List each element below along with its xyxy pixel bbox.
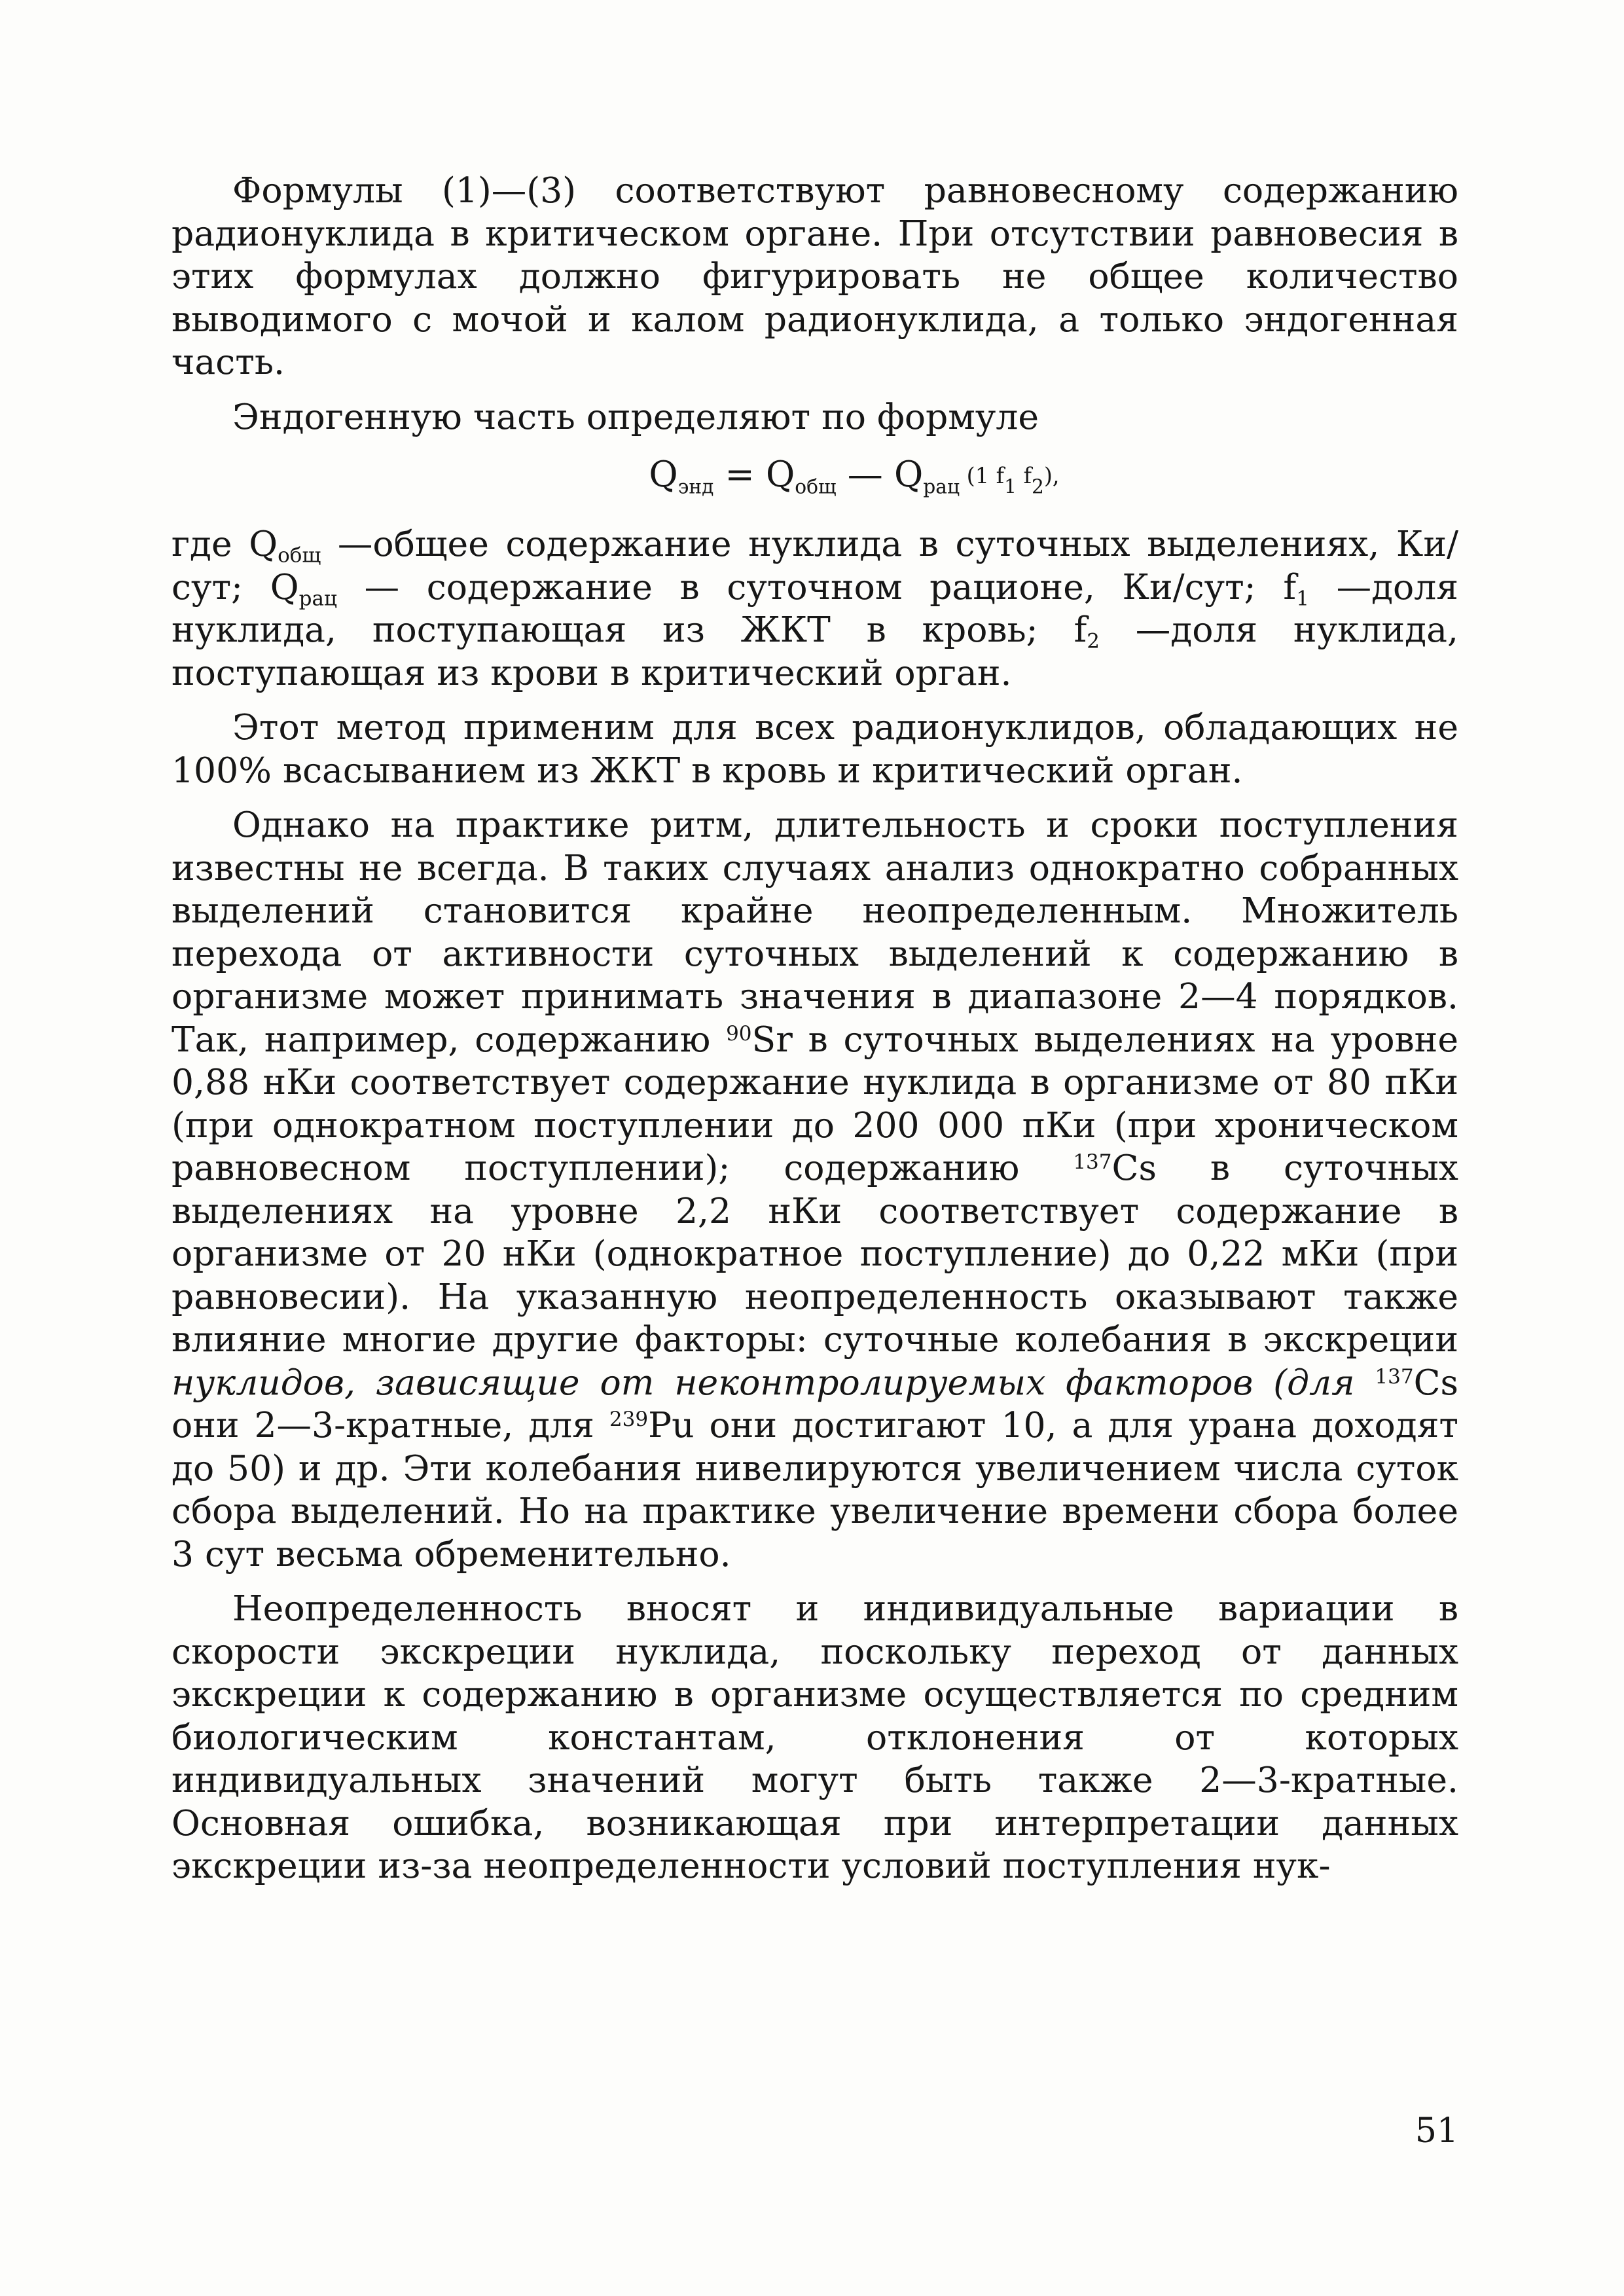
body-text [171,169,1458,1899]
paragraph-endogenous-intro: Эндогенную часть определяют по формуле [232,395,1039,437]
page-number: 51 [1415,2111,1458,2151]
paragraph-variable-definitions: где $Q_{общ}$ —общее содержание нуклида в суточных выделениях, Ки/сут; $Q_{рац}$ — содержание в суточном рационе, Ки/сут; $f_1$ —доля нуклида, поступающая из ЖКТ в кровь; $f_2$ —доля нуклида, поступающая из крови в критический орган. [171,523,1459,693]
paragraph-formulas-1-3: Формулы (1)—(3) соответствуют равновесному содержанию радионуклида в критическом органе. При отсутствии равновесия в этих формулах должно фигурировать не общее количество выводимого с мочой и калом радионуклида, а только эндогенная часть. [171,170,1458,382]
endogenous-formula: $Q_{энд} = Q_{общ}$ — $Q_{рац}$ (1 $f_1$ $f_2$), [649,454,1060,499]
paragraph-individual-variations: Неопределенность вносят и индивидуальные вариации в скорости экскреции нуклида, поскольку переход от данных экскреции к содержанию в организме осуществляется по средним биологическим константам, отклонения от которых индивидуальных значений могут быть также 2—3-кратные. Основная ошибка, возникающая при интерпретации данных экскреции из-за неопределенности условий поступления нук- [171,1588,1458,1887]
paragraph-method-applicability: Этот метод применим для всех радионуклидов, обладающих не 100% всасыванием из ЖКТ в кровь и критический орган. [171,706,1458,791]
paragraph-practice-uncertainty: Однако на практике ритм, длительность и сроки поступления известны не всегда. В таких случаях анализ однократно собранных выделений становится крайне неопределенным. Множитель перехода от активности суточных выделений к содержанию в организме может принимать значения в диапазоне 2—4 порядков. Так, например, содержанию $^{90}$Sr в суточных выделениях на уровне 0,88 нКи соответствует содержание нуклида в организме от 80 пКи (при однократном поступлении до 200 000 пКи (при хроническом равновесном поступлении); содержанию $^{137}$Cs в суточных выделениях на уровне 2,2 нКи соответствует содержание в организме от 20 нКи (однократное поступление) до 0,22 мКи (при равновесии). На указанную неопределенность оказывают также влияние многие другие факторы: суточные колебания в экскреции нуклидов, зависящие от неконтролируемых факторов (для $^{137}$Cs они 2—3-кратные, для $^{239}$Pu они достигают 10, а для урана доходят до 50) и др. Эти колебания нивелируются увеличением числа суток сбора выделений. Но на практике увеличение времени сбора более 3 сут весьма обременительно. [171,804,1458,1575]
